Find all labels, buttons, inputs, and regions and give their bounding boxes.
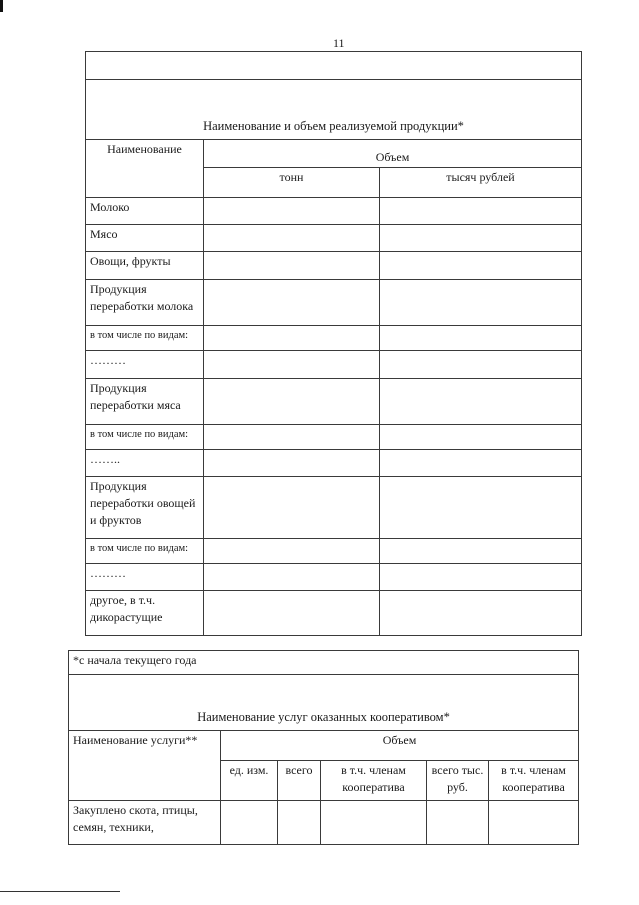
bottom-rule: [0, 891, 120, 892]
header-members-rub: в т.ч. членам кооператива: [489, 761, 579, 801]
input-cell-tons[interactable]: [204, 326, 380, 351]
input-cell-rubles[interactable]: [380, 564, 582, 591]
header-unit: ед. изм.: [221, 761, 278, 801]
input-cell-rubles[interactable]: [380, 225, 582, 252]
page-number: 11: [333, 36, 345, 50]
input-cell-tons[interactable]: [204, 379, 380, 425]
footnote-row: [69, 651, 579, 675]
services-title-row: [69, 675, 579, 731]
input-cell-tons[interactable]: [204, 539, 380, 564]
services-header-row: [69, 731, 579, 761]
table-row: [86, 450, 582, 477]
row-label: Закуплено скота, птицы, семян, техники,: [69, 801, 221, 845]
table-row: [86, 564, 582, 591]
table-row: [86, 351, 582, 379]
row-label: ………: [86, 564, 204, 591]
input-cell-rubles[interactable]: [380, 477, 582, 539]
row-label: Продукция переработки мяса: [86, 379, 204, 425]
input-cell-rubles[interactable]: [380, 425, 582, 450]
input-cell-rubles[interactable]: [380, 539, 582, 564]
row-label: в том числе по видам:: [86, 539, 204, 564]
table-row: [86, 225, 582, 252]
table-row: [86, 379, 582, 425]
input-cell[interactable]: [489, 801, 579, 845]
services-header-name: Наименование услуги**: [69, 731, 221, 801]
header-rubles: тысяч рублей: [380, 168, 582, 198]
input-cell-tons[interactable]: [204, 450, 380, 477]
input-cell-rubles[interactable]: [380, 198, 582, 225]
input-cell-tons[interactable]: [204, 351, 380, 379]
input-cell[interactable]: [278, 801, 321, 845]
row-label: ……..: [86, 450, 204, 477]
products-title-row: [86, 80, 582, 140]
row-label: Молоко: [86, 198, 204, 225]
input-cell-tons[interactable]: [204, 225, 380, 252]
table-row: [86, 198, 582, 225]
input-cell-tons[interactable]: [204, 252, 380, 280]
row-label: другое, в т.ч. дикорастущие: [86, 591, 204, 636]
header-total: всего: [278, 761, 321, 801]
row-label: Овощи, фрукты: [86, 252, 204, 280]
services-table: [68, 650, 579, 845]
input-cell-rubles[interactable]: [380, 450, 582, 477]
blank-row: [86, 52, 582, 80]
row-label: ………: [86, 351, 204, 379]
header-volume: Объем: [204, 140, 582, 168]
input-cell-rubles[interactable]: [380, 326, 582, 351]
input-cell-rubles[interactable]: [380, 591, 582, 636]
table-row: [86, 326, 582, 351]
input-cell-rubles[interactable]: [380, 351, 582, 379]
scan-corner-mark: [0, 0, 3, 12]
header-total-rub: всего тыс. руб.: [427, 761, 489, 801]
header-members: в т.ч. членам кооператива: [321, 761, 427, 801]
table-row: [69, 801, 579, 845]
products-footnote: *с начала текущего года: [69, 651, 579, 675]
input-cell-rubles[interactable]: [380, 252, 582, 280]
input-cell[interactable]: [321, 801, 427, 845]
input-cell-tons[interactable]: [204, 280, 380, 326]
table-row: [86, 252, 582, 280]
row-label: Продукция переработки овощей и фруктов: [86, 477, 204, 539]
input-cell-tons[interactable]: [204, 198, 380, 225]
table-row: [86, 591, 582, 636]
products-header-row: [86, 140, 582, 168]
input-cell-tons[interactable]: [204, 591, 380, 636]
input-cell-tons[interactable]: [204, 425, 380, 450]
table-row: [86, 425, 582, 450]
products-table: [85, 51, 582, 636]
row-label: в том числе по видам:: [86, 326, 204, 351]
table-row: [86, 539, 582, 564]
input-cell[interactable]: [427, 801, 489, 845]
input-cell-rubles[interactable]: [380, 379, 582, 425]
table-row: [86, 280, 582, 326]
input-cell-tons[interactable]: [204, 477, 380, 539]
header-name: Наименование: [86, 140, 204, 198]
row-label: Мясо: [86, 225, 204, 252]
header-tons: тонн: [204, 168, 380, 198]
input-cell-tons[interactable]: [204, 564, 380, 591]
services-title: Наименование услуг оказанных кооперативом*: [69, 675, 579, 731]
table-row: [86, 477, 582, 539]
products-title: Наименование и объем реализуемой продукции*: [86, 80, 582, 140]
row-label: в том числе по видам:: [86, 425, 204, 450]
row-label: Продукция переработки молока: [86, 280, 204, 326]
input-cell[interactable]: [221, 801, 278, 845]
input-cell-rubles[interactable]: [380, 280, 582, 326]
services-header-volume: Объем: [221, 731, 579, 761]
